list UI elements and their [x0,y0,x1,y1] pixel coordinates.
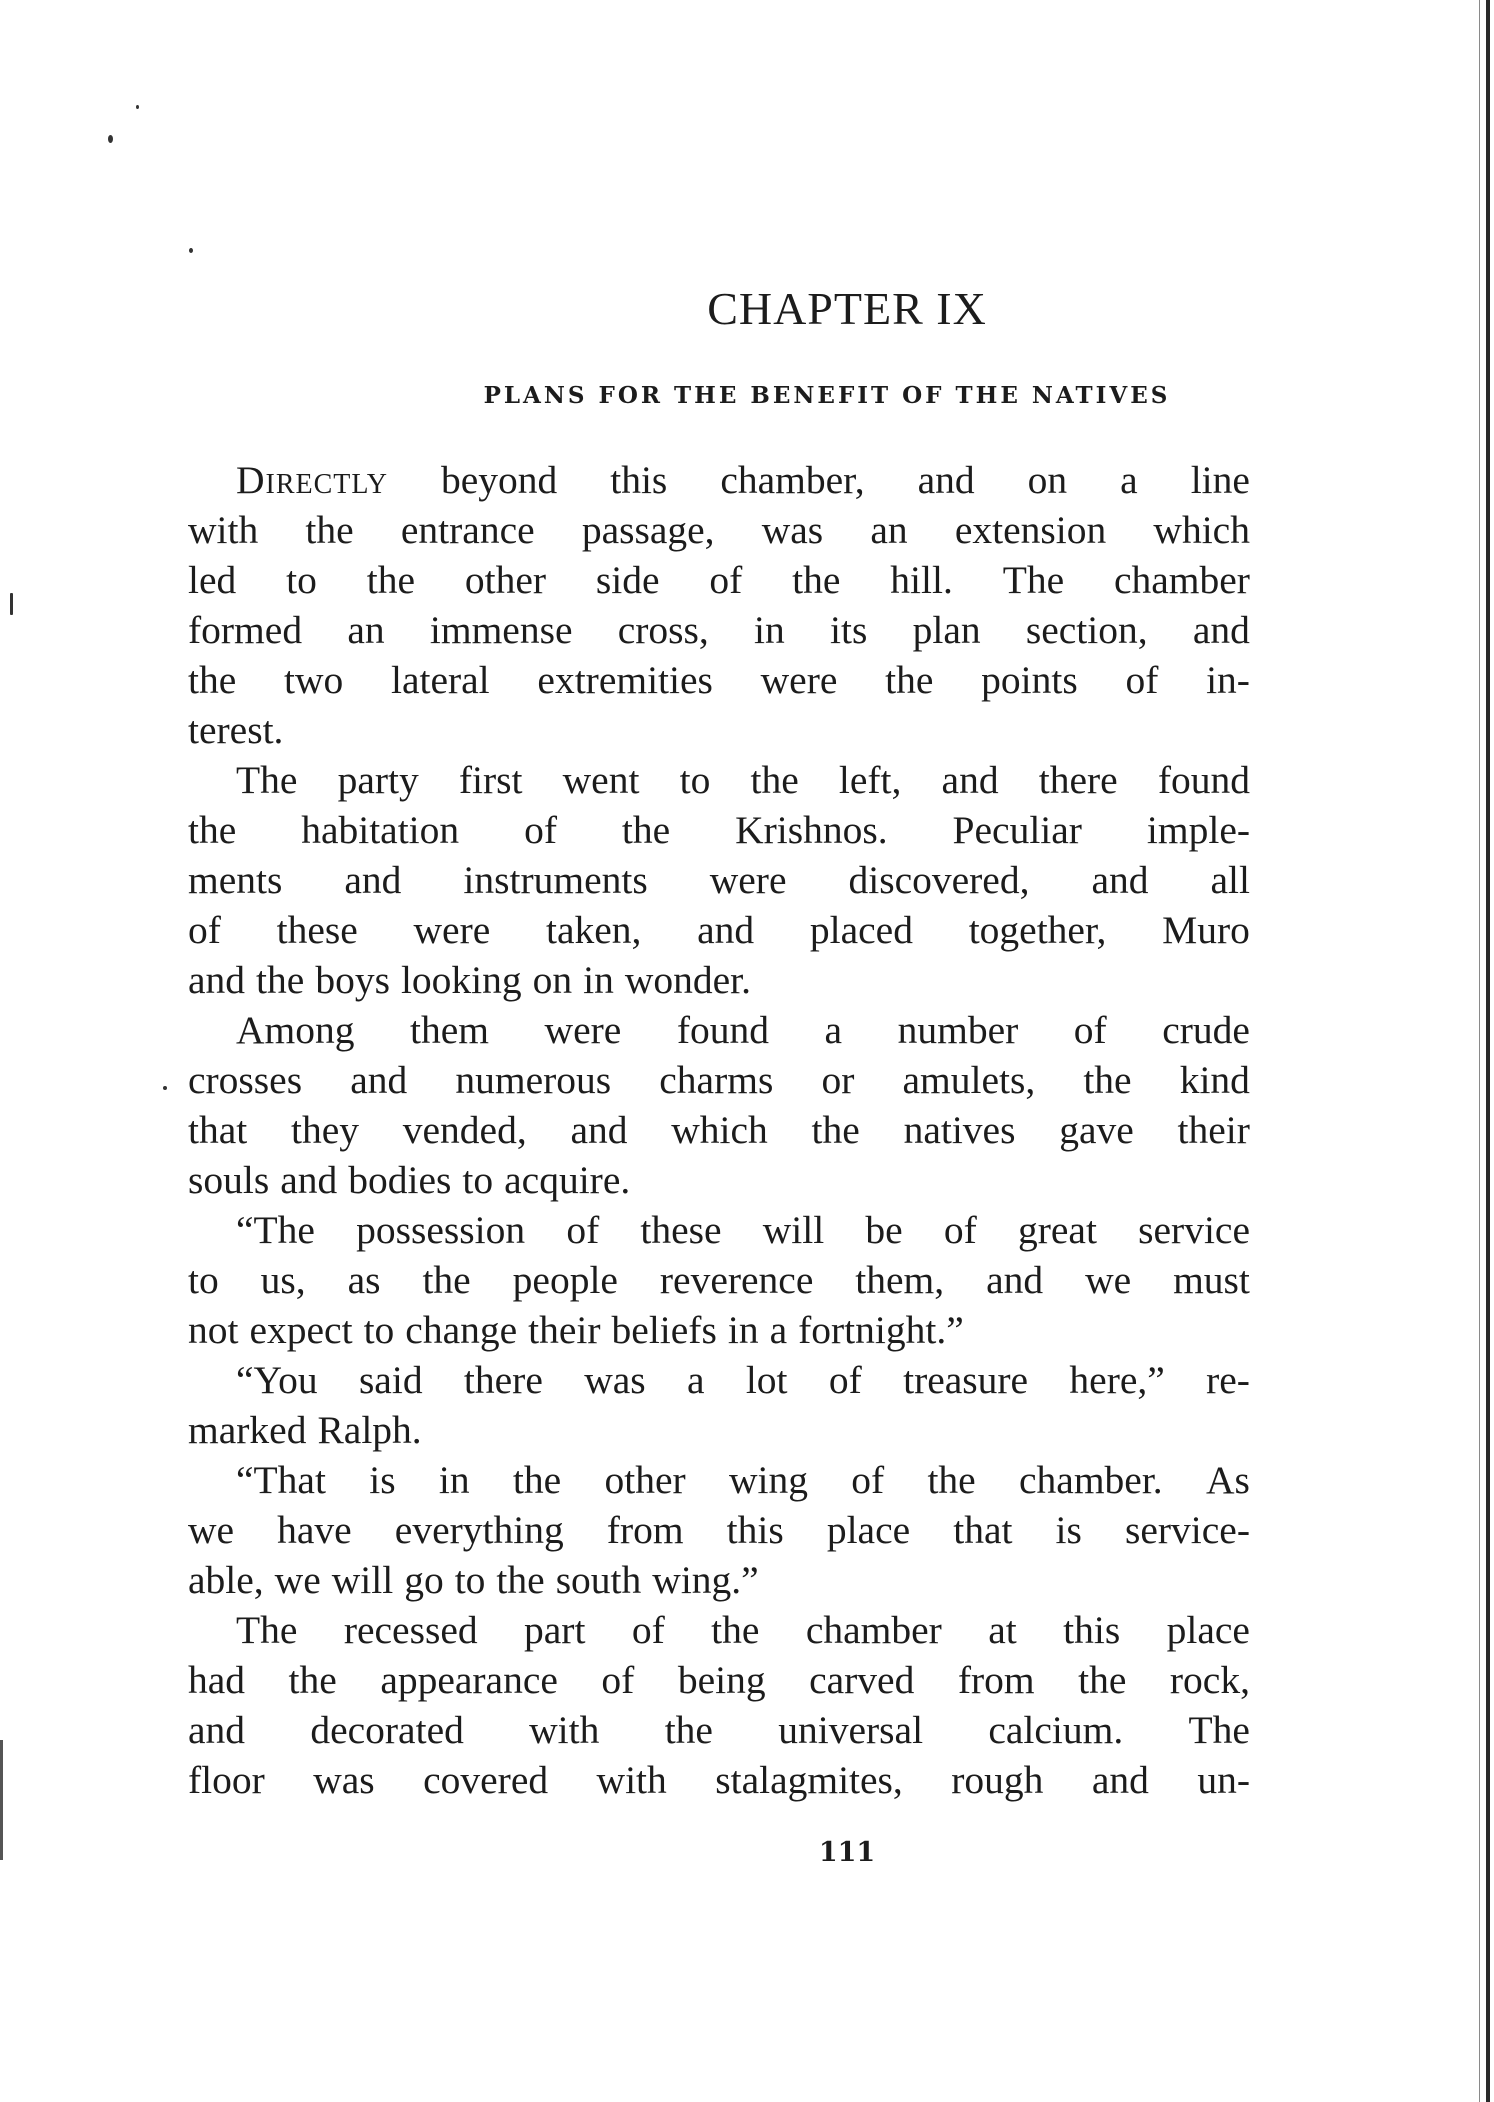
word: which [671,1108,768,1152]
word: carved [809,1658,915,1702]
word: were [413,908,491,952]
word: expect [249,1308,353,1352]
ink-speck [136,105,139,109]
word: as [347,1258,381,1302]
word: of [524,808,557,852]
word: the [288,1658,337,1702]
word: “That [236,1458,326,1502]
word: went [562,758,640,802]
word: discovered, [848,858,1030,902]
word: rough [951,1758,1044,1802]
word: other [464,558,547,602]
word: great [1018,1208,1097,1252]
word: vended, [402,1108,527,1152]
word: decorated [310,1708,464,1752]
text-line [188,705,1250,755]
word: and [280,1158,338,1202]
word: place [826,1508,911,1552]
word: a [1120,458,1138,502]
word: that [188,1108,248,1152]
text-line [188,1255,1250,1305]
word: south [555,1558,642,1602]
page-number: 111 [818,1837,876,1868]
word: found [676,1008,769,1052]
word: were [544,1008,622,1052]
word: a [824,1008,843,1052]
word: there [1038,758,1118,802]
word: led [188,558,237,602]
word: As [1205,1458,1250,1502]
word: here,” [1069,1358,1165,1402]
word: people [512,1258,618,1302]
word: and [1091,1758,1149,1802]
word: and [697,908,755,952]
word: this [726,1508,784,1552]
word: the [188,808,237,852]
word: this [610,458,668,502]
ink-speck [10,593,13,615]
word: were [760,658,838,702]
text-line [188,1755,1250,1805]
word: their [1177,1108,1250,1152]
word: everything [394,1508,564,1552]
word: in [754,608,785,652]
word: boys [315,958,390,1002]
word: the [188,658,237,702]
word: party [337,758,419,802]
word: the [512,1458,562,1502]
word: the [366,558,415,602]
text-line [188,805,1250,855]
word: an [347,608,385,652]
word: Peculiar [952,808,1082,852]
word: is [369,1458,396,1502]
word: reverence [659,1258,814,1302]
word: of [1125,658,1159,702]
word: souls [188,1158,270,1202]
word: of [943,1208,977,1252]
word: the [256,958,305,1002]
word: chamber, [720,458,865,502]
word: a [686,1358,705,1402]
word: floor [188,1758,265,1802]
word: place [1166,1608,1250,1652]
word: Ralph. [317,1408,422,1452]
word: of [709,558,743,602]
word: calcium. [988,1708,1124,1752]
word: charms [659,1058,774,1102]
word: line [1190,458,1250,502]
word: the [422,1258,471,1302]
word: go [404,1558,444,1602]
text-line [188,1355,1250,1405]
word: the [305,508,354,552]
word: immense [429,608,573,652]
word: and [917,458,975,502]
text-line [188,1705,1250,1755]
word: beyond [440,458,558,502]
ink-speck [189,248,193,253]
word: plan [912,608,981,652]
text-line [188,455,1250,505]
word: they [290,1108,359,1152]
text-line [188,1605,1250,1655]
word: wing.” [652,1558,759,1602]
word: extension [954,508,1107,552]
text-line [188,1505,1250,1555]
body-text [188,455,1250,1805]
word: cross, [617,608,709,652]
word: gave [1059,1108,1134,1152]
word: in [727,1308,759,1352]
word: chamber [1113,558,1250,602]
text-line [188,1155,1250,1205]
word: had [188,1658,246,1702]
word: The [1002,558,1065,602]
word: service- [1124,1508,1250,1552]
word: and [570,1108,628,1152]
word: treasure [903,1358,1029,1402]
word: two [284,658,344,702]
word: in- [1206,658,1250,702]
word: other [604,1458,686,1502]
word: kind [1179,1058,1250,1102]
text-line [188,1205,1250,1255]
word: from [606,1508,684,1552]
lead-word: Directly [236,458,388,502]
word: a [769,1308,788,1352]
word: ments [188,858,283,902]
word: lot [745,1358,788,1402]
word: not [188,1308,239,1352]
text-line [188,1005,1250,1055]
ink-speck [163,1086,167,1090]
word: this [1063,1608,1121,1652]
text-line [188,1555,1250,1605]
word: we [188,1508,235,1552]
word: imple- [1146,808,1250,852]
word: stalagmites, [715,1758,903,1802]
word: or [821,1058,855,1102]
ink-speck [108,135,113,143]
word: chamber. [1019,1458,1163,1502]
word: were [709,858,787,902]
word: and [1091,858,1149,902]
text-line [188,555,1250,605]
word: of [601,1658,635,1702]
word: beliefs [611,1308,717,1352]
word: its [830,608,868,652]
word: the [496,1558,545,1602]
word: their [528,1308,601,1352]
word: instruments [463,858,648,902]
word: side [595,558,660,602]
word: is [1055,1508,1082,1552]
text-line [188,905,1250,955]
word: there [463,1358,543,1402]
word: covered [423,1758,549,1802]
word: and [986,1258,1044,1302]
word: we [1085,1258,1132,1302]
word: that [953,1508,1013,1552]
word: rock, [1169,1658,1250,1702]
word: and [1192,608,1250,652]
word: the [711,1608,760,1652]
word: us, [260,1258,306,1302]
word: to [679,758,711,802]
word: and [344,858,402,902]
word: found [1157,758,1250,802]
text-line [188,1655,1250,1705]
word: all [1210,858,1250,902]
word: passage, [581,508,715,552]
word: which [1153,508,1250,552]
word: universal [778,1708,924,1752]
word: of [828,1358,862,1402]
text-line [188,755,1250,805]
word: hill. [890,558,953,602]
word: taken, [545,908,642,952]
word: lateral [390,658,490,702]
word: and [188,1708,246,1752]
word: recessed [343,1608,478,1652]
word: crude [1162,1008,1250,1052]
word: points [981,658,1078,702]
word: chamber [805,1608,942,1652]
word: was [584,1358,646,1402]
word: of [188,908,221,952]
word: was [761,508,824,552]
word: we [274,1558,321,1602]
word: said [358,1358,423,1402]
word: of [631,1608,665,1652]
word: from [957,1658,1035,1702]
word: them, [855,1258,945,1302]
word: and [941,758,999,802]
word: numerous [455,1058,612,1102]
word: was [313,1758,375,1802]
word: and [188,958,246,1002]
word: with [188,508,259,552]
word: Muro [1162,908,1250,952]
text-line [188,955,1250,1005]
chapter-title: CHAPTER IX [707,283,987,334]
text-line [188,855,1250,905]
word: together, [968,908,1107,952]
word: in [583,958,614,1002]
word: wing [728,1458,808,1502]
word: an [870,508,908,552]
word: to [188,1258,219,1302]
word: the [664,1708,713,1752]
word: natives [903,1108,1016,1152]
text-line [188,1455,1250,1505]
chapter-subtitle: PLANS FOR THE BENEFIT OF THE NATIVES [483,382,1171,409]
word: Krishnos. [735,808,888,852]
word: of [1073,1008,1107,1052]
word: service [1138,1208,1250,1252]
word: being [677,1658,766,1702]
word: appearance [380,1658,558,1702]
word: the [885,658,934,702]
word: bodies [348,1158,452,1202]
word: number [897,1008,1019,1052]
word: of [566,1208,600,1252]
word: entrance [400,508,535,552]
word: acquire. [504,1158,631,1202]
word: to [286,558,317,602]
word: to [454,1558,486,1602]
word: left, [838,758,902,802]
word: formed [188,608,303,652]
word: be [865,1208,903,1252]
word: un- [1197,1758,1250,1802]
text-line [188,505,1250,555]
word: and [350,1058,408,1102]
word: fortnight.” [798,1308,964,1352]
word: The [236,1608,298,1652]
word: The [1188,1708,1250,1752]
word: will [762,1208,825,1252]
word: have [277,1508,352,1552]
word: these [276,908,358,952]
word: looking [400,958,522,1002]
word: section, [1025,608,1148,652]
text-line [188,1105,1250,1155]
word: first [458,758,523,802]
text-line [188,1405,1250,1455]
text-line [188,1305,1250,1355]
text-line [188,605,1250,655]
text-line [188,655,1250,705]
word: with [529,1708,600,1752]
text-line [188,1055,1250,1105]
word: terest. [188,708,284,752]
word: must [1173,1258,1250,1302]
word: extremities [537,658,713,702]
word: habitation [301,808,460,852]
word: to [462,1158,494,1202]
word: of [851,1458,885,1502]
word: the [792,558,841,602]
word: change [405,1308,518,1352]
word: the [1078,1658,1127,1702]
word: will [331,1558,394,1602]
word: Among [236,1008,355,1052]
word: on [532,958,573,1002]
word: The [236,758,298,802]
word: placed [809,908,913,952]
word: crosses [188,1058,303,1102]
word: marked [188,1408,307,1452]
word: re- [1206,1358,1250,1402]
word: “The [236,1208,315,1252]
word: the [811,1108,860,1152]
word: at [988,1608,1017,1652]
word: the [1083,1058,1132,1102]
word: with [596,1758,667,1802]
word: them [410,1008,490,1052]
word: the [927,1458,976,1502]
word: part [524,1608,586,1652]
word: “You [236,1358,318,1402]
word: the [750,758,799,802]
word: in [438,1458,470,1502]
word: on [1027,458,1068,502]
word: possession [356,1208,526,1252]
word: wonder. [624,958,752,1002]
word: these [640,1208,722,1252]
word: to [363,1308,395,1352]
word: able, [188,1558,264,1602]
word: the [621,808,671,852]
word: amulets, [902,1058,1036,1102]
